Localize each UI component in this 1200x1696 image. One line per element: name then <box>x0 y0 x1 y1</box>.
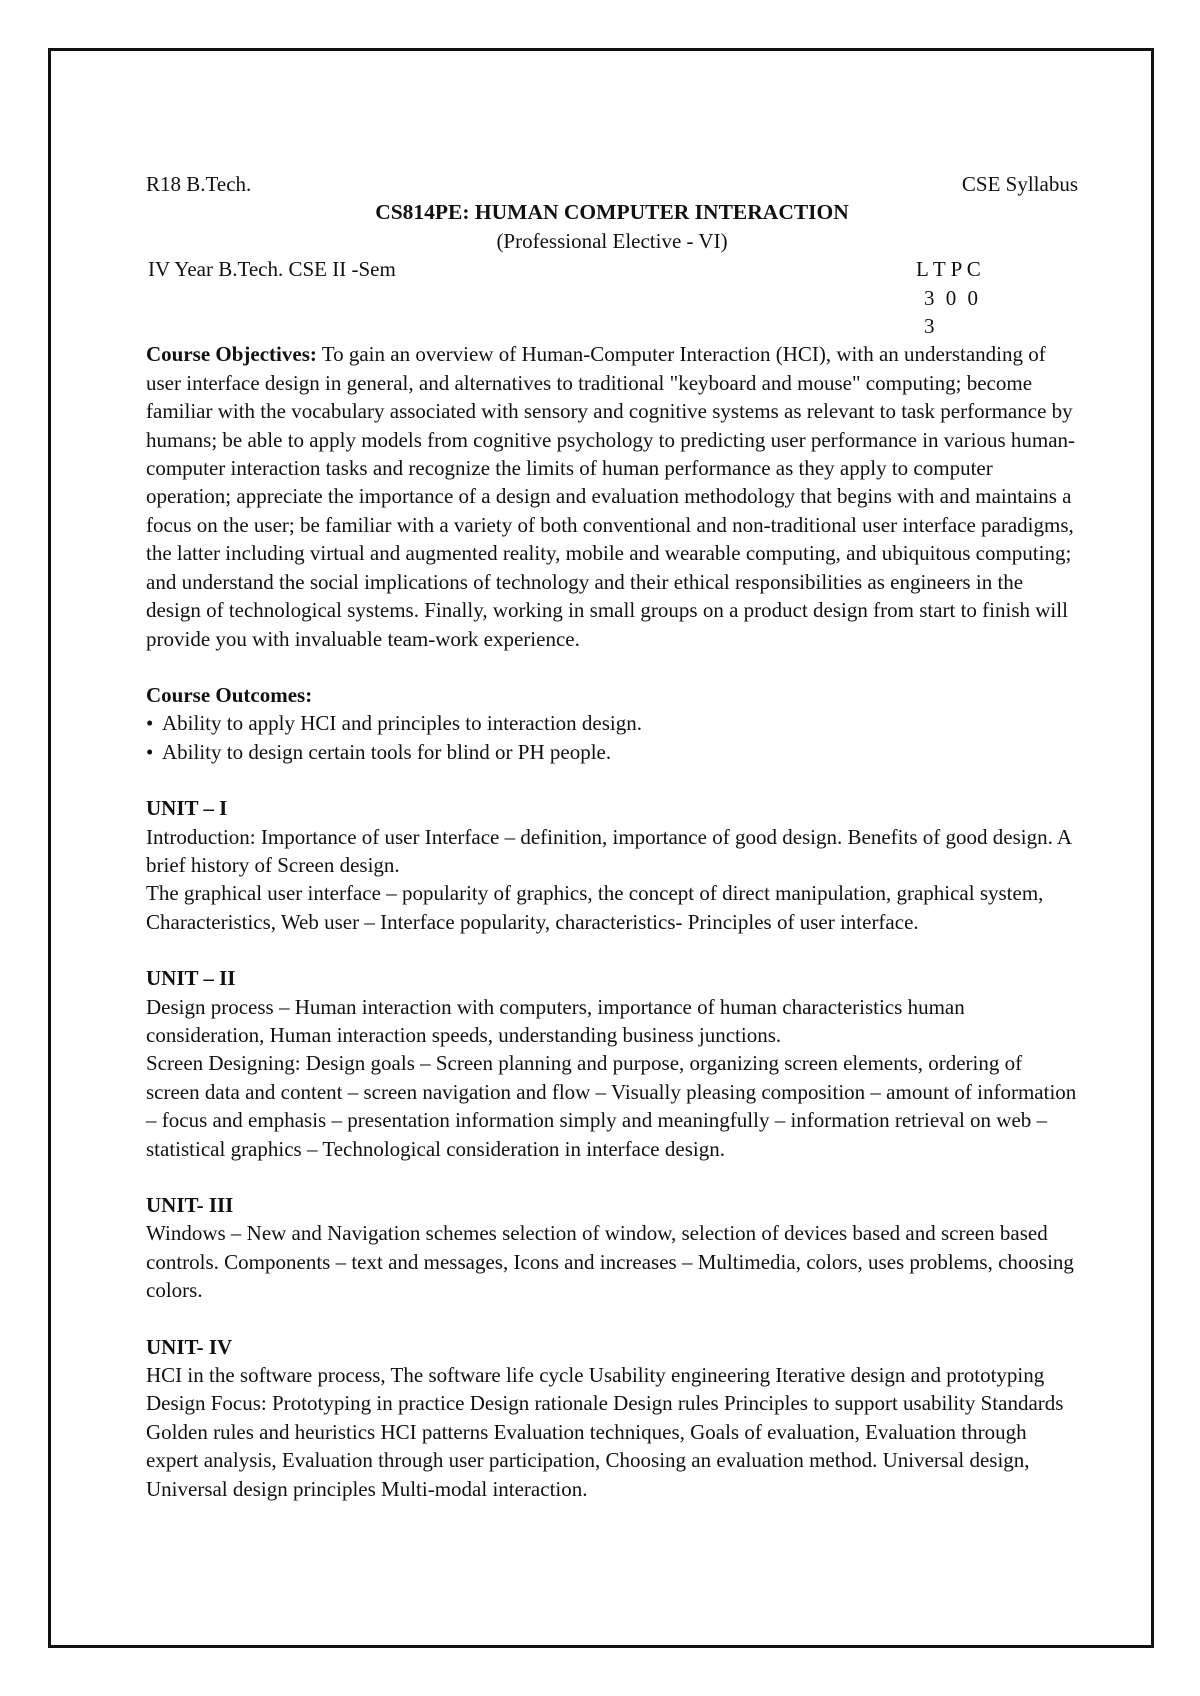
course-objectives <box>146 340 1078 652</box>
header-row <box>146 170 1078 198</box>
bullet-icon: • <box>146 739 154 764</box>
bullet-icon: • <box>146 711 154 736</box>
unit-title: UNIT- III <box>146 1193 234 1217</box>
outcome-text: Ability to apply HCI and principles to interaction design. <box>162 711 642 736</box>
ltpc-values-row <box>146 284 1078 341</box>
unit-paragraph: HCI in the software process, The software life cycle Usability engineering Iterative design and prototyping <box>146 1363 1045 1388</box>
outcome-item <box>146 709 1078 737</box>
unit-paragraph: The graphical user interface – popularity of graphics, the concept of direct manipulation, graphical system, Characteristics, Web user – Interface popularity, characteristics- Principles of user interface. <box>146 881 1044 934</box>
syllabus-content <box>146 170 1078 1503</box>
syllabus-label: CSE Syllabus <box>961 172 1078 196</box>
outcomes-label: Course Outcomes: <box>146 682 313 707</box>
unit-paragraph: Introduction: Importance of user Interface – definition, importance of good design. Benefits of good design. A brief history of Screen design. <box>146 824 1071 877</box>
unit-title: UNIT – I <box>146 796 228 821</box>
outcome-text: Ability to design certain tools for blind or PH people. <box>162 739 612 764</box>
unit-paragraph: Design Focus: Prototyping in practice Design rationale Design rules Principles to support usability Standards Golden rules and heuristics HCI patterns Evaluation techniques, Goals of evaluation, Evaluation through expert analysis, Evaluation through user participation, Choosing an evaluation method. Universal design, Universal design principles Multi-modal interaction. <box>146 1391 1064 1501</box>
course-title: CS814PE: HUMAN COMPUTER INTERACTION <box>375 200 849 225</box>
unit-title: UNIT – II <box>146 966 236 991</box>
ltpc-block <box>916 255 998 283</box>
unit-paragraph: Windows – New and Navigation schemes selection of window, selection of devices based and screen based controls. Components – text and messages, Icons and increases – Multimedia, colors, uses problems, choosing colors. <box>146 1221 1074 1303</box>
objectives-text: To gain an overview of Human-Computer Interaction (HCI), with an understanding of user interface design in general, and alternatives to traditional "keyboard and mouse" computing; become familiar with the vocabulary associated with sensory and cognitive systems as relevant to task performance by humans; be able to apply models from cognitive psychology to predicting user performance in various human-computer interaction tasks and recognize the limits of human performance as they apply to computer operation; appreciate the importance of a design and evaluation methodology that begins with and maintains a focus on the user; be familiar with a variety of both conventional and non-traditional user interface paradigms, the latter including virtual and augmented reality, mobile and wearable computing, and ubiquitous computing; and understand the social implications of technology and their ethical responsibilities as engineers in the design of technological systems. Finally, working in small groups on a product design from start to finish will provide you with invaluable team-work experience. <box>146 342 1076 651</box>
elective-label: (Professional Elective - VI) <box>496 228 728 253</box>
unit-title: UNIT- IV <box>146 1334 233 1359</box>
outcome-item <box>146 738 1078 766</box>
year-sem-row <box>146 255 1078 283</box>
year-sem: IV Year B.Tech. CSE II -Sem <box>148 257 396 282</box>
unit-paragraph: Design process – Human interaction with computers, importance of human characteristics human consideration, Human interaction speeds, understanding business junctions. <box>146 994 965 1047</box>
unit-paragraph: Screen Designing: Design goals – Screen planning and purpose, organizing screen elements, ordering of screen data and content – screen navigation and flow – Visually pleasing composition – amount of information – focus and emphasis – presentation information simply and meaningfully – information retrieval on web – statistical graphics – Technological consideration in interface design. <box>146 1051 1077 1161</box>
ltpc-values: 3 0 0 3 <box>924 285 981 339</box>
objectives-label: Course Objectives: <box>146 342 317 367</box>
regulation-label: R18 B.Tech. <box>146 172 252 196</box>
ltpc-label: L T P C <box>916 257 981 282</box>
